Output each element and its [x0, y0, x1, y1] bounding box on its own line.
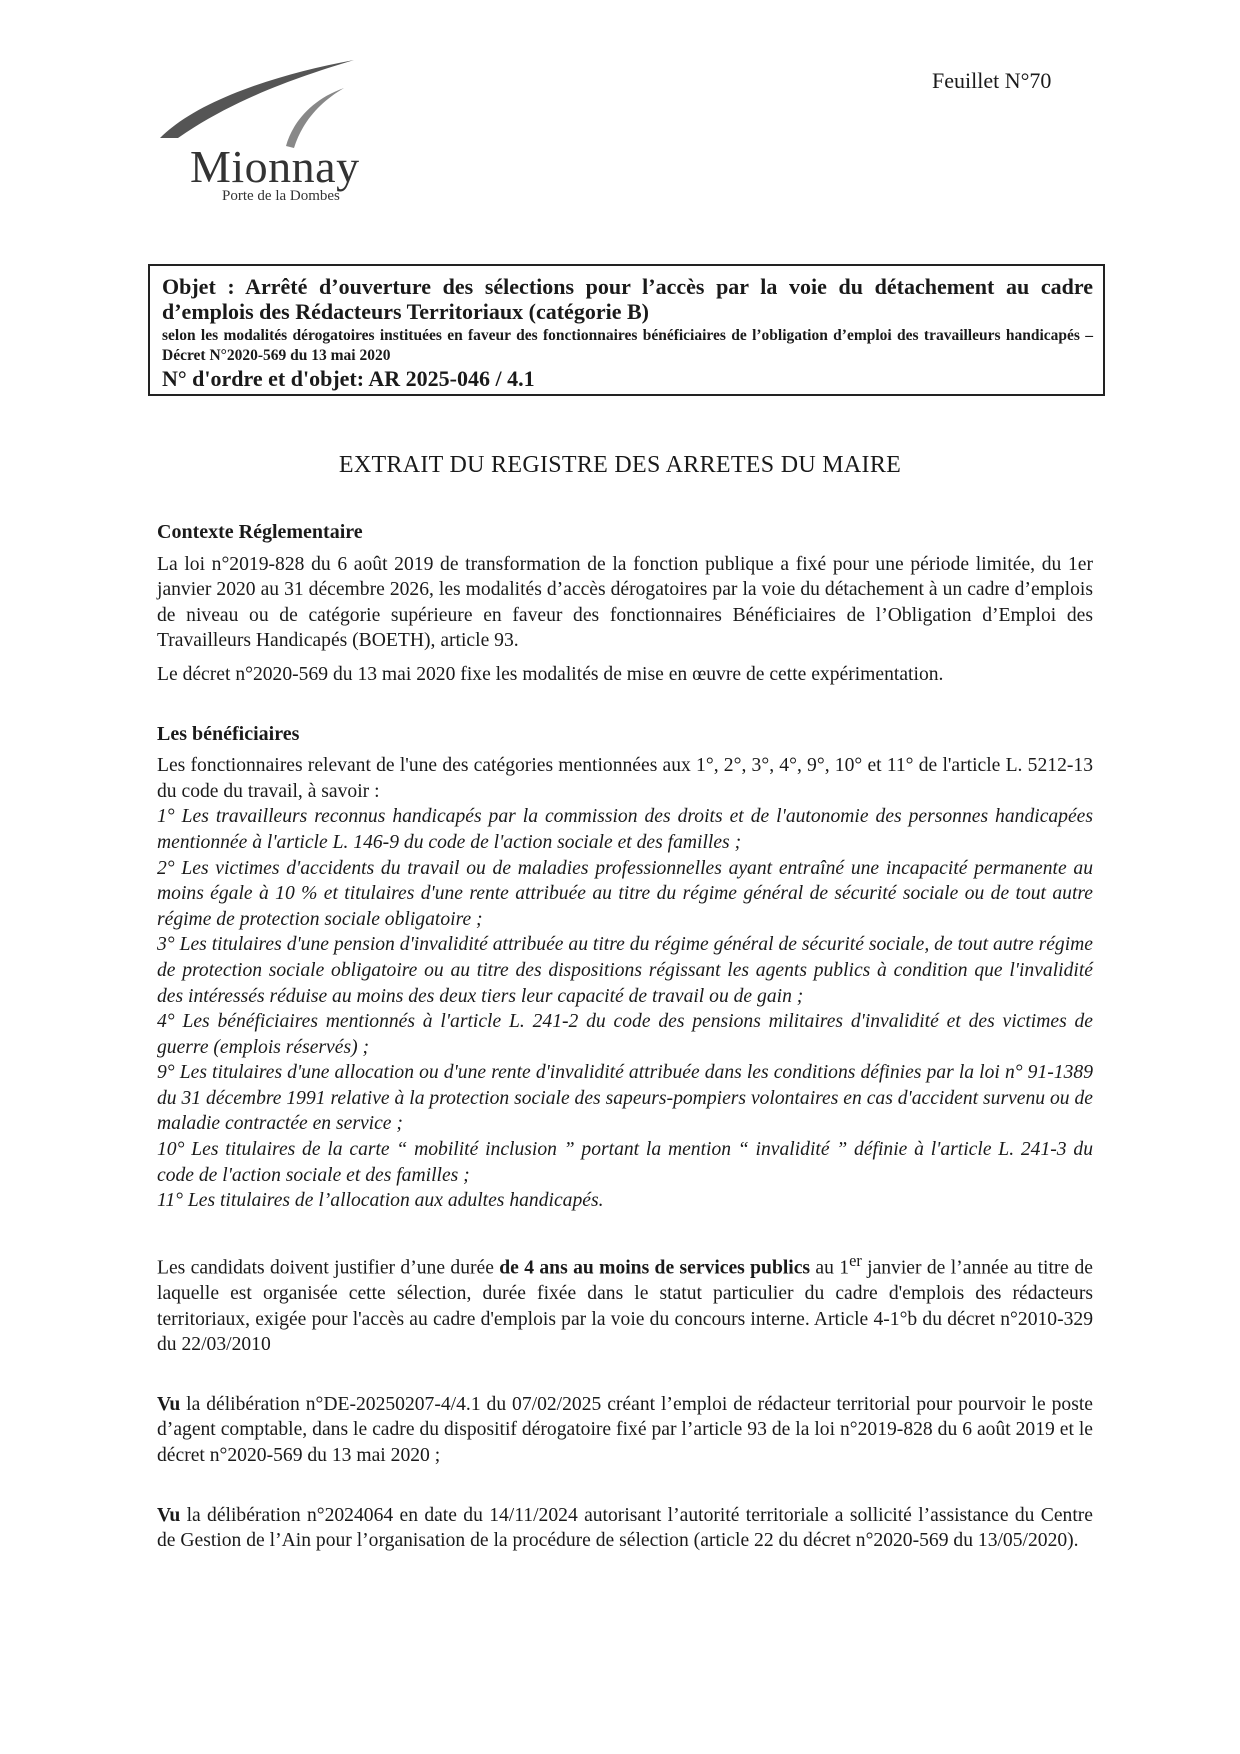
- logo-name: Mionnay: [190, 141, 360, 192]
- beneficiaries-heading: Les bénéficiaires: [157, 722, 300, 745]
- context-paragraph-1: La loi n°2019-828 du 6 août 2019 de transformation de la fonction publique a fixé pour une période limitée, du 1er janvier 2020 au 31 décembre 2026, les modalités d’accès dérogatoires par la voie du détachement à un cadre d’emplois de niveau ou de catégorie supérieure en faveur des fonctionnaires Bénéficiaires de l’Obligation d’Emploi des Travailleurs Handicapés (BOETH), article 93.: [157, 553, 1093, 652]
- vu-text: la délibération n°2024064 en date du 14/11/2024 autorisant l’autorité territoriale a sollicité l’assistance du Centre de Gestion de l’Ain pour l’organisation de la procédure de sélection (article 22 du décret n°2020-569 du 13/05/2020).: [157, 1504, 1093, 1552]
- vu-paragraph-1: [157, 1392, 1093, 1469]
- register-title: EXTRAIT DU REGISTRE DES ARRETES DU MAIRE: [338, 452, 902, 478]
- candidates-text-2: au 1: [810, 1257, 850, 1279]
- sheet-number: Feuillet N°70: [932, 68, 1052, 93]
- candidates-duration: de 4 ans au moins de services publics: [499, 1257, 811, 1279]
- vu-paragraph-2: [157, 1503, 1093, 1554]
- object-box: [148, 264, 1105, 396]
- beneficiary-item: 10° Les titulaires de la carte “ mobilité inclusion ” portant la mention “ invalidité ” définie à l'article L. 241-3 du code de l'action sociale et des familles ;: [157, 1139, 1093, 1186]
- context-paragraph-2: Le décret n°2020-569 du 13 mai 2020 fixe les modalités de mise en œuvre de cette expérimentation.: [157, 663, 944, 685]
- candidates-text-3: janvier de l’année au titre de laquelle est organisée cette sélection, durée fixée dans le statut particulier du cadre d'emplois des rédacteurs territoriaux, exigée pour l'accès au cadre d'emplois par la voie du concours interne. Article 4-1°b du décret n°2010-329 du 22/03/2010: [157, 1257, 1094, 1356]
- object-line: Objet : Arrêté d’ouverture des sélections pour l’accès par la voie du détachement au cadre d’emplois des Rédacteurs Territoriaux (catégorie B): [162, 274, 1093, 324]
- beneficiary-item: 1° Les travailleurs reconnus handicapés par la commission des droits et de l'autonomie des personnes handicapées mentionnée à l'article L. 146-9 du code de l'action sociale et des familles ;: [157, 806, 1093, 853]
- beneficiaries-intro: Les fonctionnaires relevant de l'une des catégories mentionnées aux 1°, 2°, 3°, 4°, 9°, 10° et 11° de l'article L. 5212-13 du code du travail, à savoir :: [157, 755, 1093, 802]
- candidates-text-1: Les candidats doivent justifier d’une durée: [157, 1257, 500, 1279]
- vu-label: Vu: [157, 1393, 181, 1415]
- document-body: [157, 520, 1093, 1554]
- beneficiary-item: 2° Les victimes d'accidents du travail ou de maladies professionnelles ayant entraîné une incapacité permanente au moins égale à 10 % et titulaires d'une rente attribuée au titre du régime général de sécurité sociale ou de tout autre régime de protection sociale obligatoire ;: [157, 857, 1093, 930]
- beneficiary-item: 3° Les titulaires d'une pension d'invalidité attribuée au titre du régime général de sécurité sociale, de tout autre régime de protection sociale obligatoire ou au titre des dispositions régissant les agents publics à condition que l'invalidité des intéressés réduise au moins des deux tiers leur capacité de travail ou de gain ;: [157, 934, 1093, 1007]
- logo-tagline: Porte de la Dombes: [222, 188, 340, 204]
- beneficiary-item: 4° Les bénéficiaires mentionnés à l'article L. 241-2 du code des pensions militaires d'invalidité et des victimes de guerre (emplois réservés) ;: [157, 1011, 1093, 1058]
- vu-label: Vu: [157, 1504, 181, 1526]
- object-subline: selon les modalités dérogatoires instituées en faveur des fonctionnaires bénéficiaires de l’obligation d’emploi des travailleurs handicapés – Décret N°2020-569 du 13 mai 2020: [162, 327, 1093, 364]
- context-heading: Contexte Réglementaire: [157, 521, 363, 543]
- candidates-paragraph: [157, 1248, 1093, 1358]
- order-number: N° d'ordre et d'objet: AR 2025-046 / 4.1: [162, 366, 535, 391]
- candidates-superscript: er: [849, 1250, 862, 1270]
- beneficiary-item: 9° Les titulaires d'une allocation ou d'une rente d'invalidité attribuée dans les conditions définies par la loi n° 91-1389 du 31 décembre 1991 relative à la protection sociale des sapeurs-pompiers volontaires en cas d'accident survenu ou de maladie contractée en service ;: [157, 1062, 1093, 1135]
- vu-text: la délibération n°DE-20250207-4/4.1 du 07/02/2025 créant l’emploi de rédacteur territorial pour pourvoir le poste d’agent comptable, dans le cadre du dispositif dérogatoire fixé par l’article 93 de la loi n°2019-828 du 6 août 2019 et le décret n°2020-569 du 13 mai 2020 ;: [157, 1393, 1093, 1466]
- beneficiary-item: 11° Les titulaires de l’allocation aux adultes handicapés.: [157, 1190, 604, 1212]
